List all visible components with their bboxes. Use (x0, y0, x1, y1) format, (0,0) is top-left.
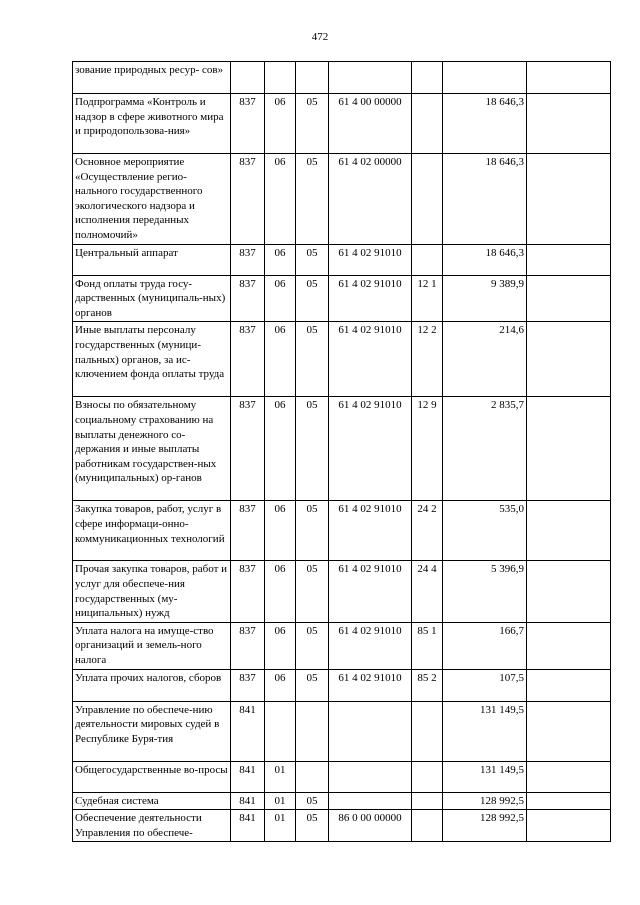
row-subsection-cell: 05 (296, 622, 329, 669)
table-row (73, 810, 611, 842)
row-vr-cell: 12 9 (412, 397, 443, 501)
row-section-cell: 06 (265, 275, 296, 322)
row-name-cell: Управление по обеспече-нию деятельности мировых судей в Республике Буря-тия (73, 701, 231, 761)
row-sum-cell: 131 149,5 (443, 701, 527, 761)
row-code-cell: 837 (231, 501, 265, 561)
row-code-cell: 837 (231, 154, 265, 245)
row-section-cell: 06 (265, 397, 296, 501)
row-csr-cell: 86 0 00 00000 (329, 810, 412, 842)
row-name-cell: Центральный аппарат (73, 244, 231, 275)
row-name-cell: Иные выплаты персоналу государственных (муници-пальных) органов, за ис-ключением фонда оплаты труда (73, 322, 231, 397)
row-code-cell: 837 (231, 669, 265, 701)
row-sum-cell: 128 992,5 (443, 810, 527, 842)
row-code-cell: 837 (231, 322, 265, 397)
page-number: 472 (311, 31, 329, 43)
row-csr-cell: 61 4 02 00000 (329, 154, 412, 245)
row-vr-cell (412, 62, 443, 94)
table-row (73, 761, 611, 792)
row-extra-cell (527, 701, 611, 761)
table-row (73, 322, 611, 397)
row-name-cell: Уплата прочих налогов, сборов (73, 669, 231, 701)
row-csr-cell: 61 4 02 91010 (329, 561, 412, 622)
row-vr-cell: 24 4 (412, 561, 443, 622)
row-section-cell: 01 (265, 792, 296, 810)
row-code-cell: 841 (231, 792, 265, 810)
row-vr-cell: 12 2 (412, 322, 443, 397)
row-sum-cell: 131 149,5 (443, 761, 527, 792)
row-sum-cell (443, 62, 527, 94)
row-code-cell: 841 (231, 810, 265, 842)
row-subsection-cell: 05 (296, 322, 329, 397)
table-row (73, 244, 611, 275)
row-subsection-cell: 05 (296, 275, 329, 322)
row-csr-cell: 61 4 02 91010 (329, 669, 412, 701)
row-extra-cell (527, 62, 611, 94)
table-row (73, 561, 611, 622)
row-code-cell: 837 (231, 275, 265, 322)
row-extra-cell (527, 761, 611, 792)
row-extra-cell (527, 322, 611, 397)
row-extra-cell (527, 275, 611, 322)
row-code-cell: 837 (231, 561, 265, 622)
budget-table (72, 61, 611, 842)
row-section-cell: 06 (265, 154, 296, 245)
table-row (73, 792, 611, 810)
table-row (73, 397, 611, 501)
row-vr-cell: 24 2 (412, 501, 443, 561)
row-code-cell: 837 (231, 94, 265, 154)
row-csr-cell (329, 792, 412, 810)
row-subsection-cell (296, 701, 329, 761)
row-subsection-cell (296, 62, 329, 94)
row-extra-cell (527, 94, 611, 154)
row-code-cell: 837 (231, 244, 265, 275)
row-sum-cell: 128 992,5 (443, 792, 527, 810)
row-csr-cell: 61 4 02 91010 (329, 501, 412, 561)
row-vr-cell: 85 2 (412, 669, 443, 701)
row-vr-cell: 85 1 (412, 622, 443, 669)
row-extra-cell (527, 244, 611, 275)
table-body (73, 62, 611, 842)
row-csr-cell: 61 4 02 91010 (329, 397, 412, 501)
row-subsection-cell: 05 (296, 810, 329, 842)
row-subsection-cell (296, 761, 329, 792)
row-section-cell: 01 (265, 761, 296, 792)
row-section-cell: 06 (265, 322, 296, 397)
row-extra-cell (527, 397, 611, 501)
row-subsection-cell: 05 (296, 244, 329, 275)
row-sum-cell: 5 396,9 (443, 561, 527, 622)
table-row (73, 669, 611, 701)
row-csr-cell (329, 62, 412, 94)
table-row (73, 701, 611, 761)
row-name-cell: Подпрограмма «Контроль и надзор в сфере животного мира и природопользова-ния» (73, 94, 231, 154)
row-vr-cell (412, 154, 443, 245)
row-name-cell: Общегосударственные во-просы (73, 761, 231, 792)
row-extra-cell (527, 669, 611, 701)
row-name-cell: Взносы по обязательному социальному страхованию на выплаты денежного со-держания и иные выплаты работникам государствен-ных (муниципальных) ор-ганов (73, 397, 231, 501)
row-code-cell: 841 (231, 761, 265, 792)
row-section-cell: 06 (265, 622, 296, 669)
row-csr-cell: 61 4 02 91010 (329, 622, 412, 669)
row-csr-cell (329, 761, 412, 792)
row-extra-cell (527, 622, 611, 669)
row-code-cell (231, 62, 265, 94)
row-sum-cell: 18 646,3 (443, 94, 527, 154)
row-code-cell: 837 (231, 397, 265, 501)
row-csr-cell: 61 4 02 91010 (329, 275, 412, 322)
row-sum-cell: 18 646,3 (443, 244, 527, 275)
row-subsection-cell: 05 (296, 94, 329, 154)
row-csr-cell: 61 4 02 91010 (329, 244, 412, 275)
row-subsection-cell: 05 (296, 669, 329, 701)
row-name-cell: Уплата налога на имуще-ство организаций и земель-ного налога (73, 622, 231, 669)
table-row (73, 94, 611, 154)
row-extra-cell (527, 810, 611, 842)
row-section-cell: 01 (265, 810, 296, 842)
row-sum-cell: 166,7 (443, 622, 527, 669)
row-name-cell: зование природных ресур- сов» (73, 62, 231, 94)
row-sum-cell: 107,5 (443, 669, 527, 701)
row-name-cell: Судебная система (73, 792, 231, 810)
row-sum-cell: 2 835,7 (443, 397, 527, 501)
table-row (73, 62, 611, 94)
row-vr-cell (412, 94, 443, 154)
row-extra-cell (527, 792, 611, 810)
row-subsection-cell: 05 (296, 561, 329, 622)
row-sum-cell: 18 646,3 (443, 154, 527, 245)
row-section-cell: 06 (265, 561, 296, 622)
row-code-cell: 841 (231, 701, 265, 761)
row-name-cell: Закупка товаров, работ, услуг в сфере информаци-онно-коммуникационных технологий (73, 501, 231, 561)
row-section-cell: 06 (265, 244, 296, 275)
row-csr-cell: 61 4 00 00000 (329, 94, 412, 154)
row-sum-cell: 9 389,9 (443, 275, 527, 322)
row-vr-cell (412, 792, 443, 810)
row-sum-cell: 214,6 (443, 322, 527, 397)
row-section-cell: 06 (265, 501, 296, 561)
row-csr-cell (329, 701, 412, 761)
row-section-cell: 06 (265, 94, 296, 154)
table-row (73, 275, 611, 322)
table-row (73, 501, 611, 561)
row-extra-cell (527, 501, 611, 561)
row-vr-cell: 12 1 (412, 275, 443, 322)
row-vr-cell (412, 244, 443, 275)
row-vr-cell (412, 761, 443, 792)
row-vr-cell (412, 701, 443, 761)
table-row (73, 622, 611, 669)
row-subsection-cell: 05 (296, 501, 329, 561)
row-name-cell: Основное мероприятие «Осуществление регио-нального государственного экологического надзора и исполнения переданных полномочий» (73, 154, 231, 245)
row-subsection-cell: 05 (296, 792, 329, 810)
row-code-cell: 837 (231, 622, 265, 669)
row-name-cell: Обеспечение деятельности Управления по обеспече- (73, 810, 231, 842)
row-section-cell: 06 (265, 669, 296, 701)
row-name-cell: Фонд оплаты труда госу-дарственных (муниципаль-ных) органов (73, 275, 231, 322)
row-extra-cell (527, 561, 611, 622)
row-extra-cell (527, 154, 611, 245)
row-section-cell (265, 701, 296, 761)
row-sum-cell: 535,0 (443, 501, 527, 561)
row-section-cell (265, 62, 296, 94)
row-vr-cell (412, 810, 443, 842)
row-subsection-cell: 05 (296, 397, 329, 501)
row-name-cell: Прочая закупка товаров, работ и услуг для обеспече-ния государственных (му-ниципальных) нужд (73, 561, 231, 622)
row-csr-cell: 61 4 02 91010 (329, 322, 412, 397)
table-row (73, 154, 611, 245)
row-subsection-cell: 05 (296, 154, 329, 245)
